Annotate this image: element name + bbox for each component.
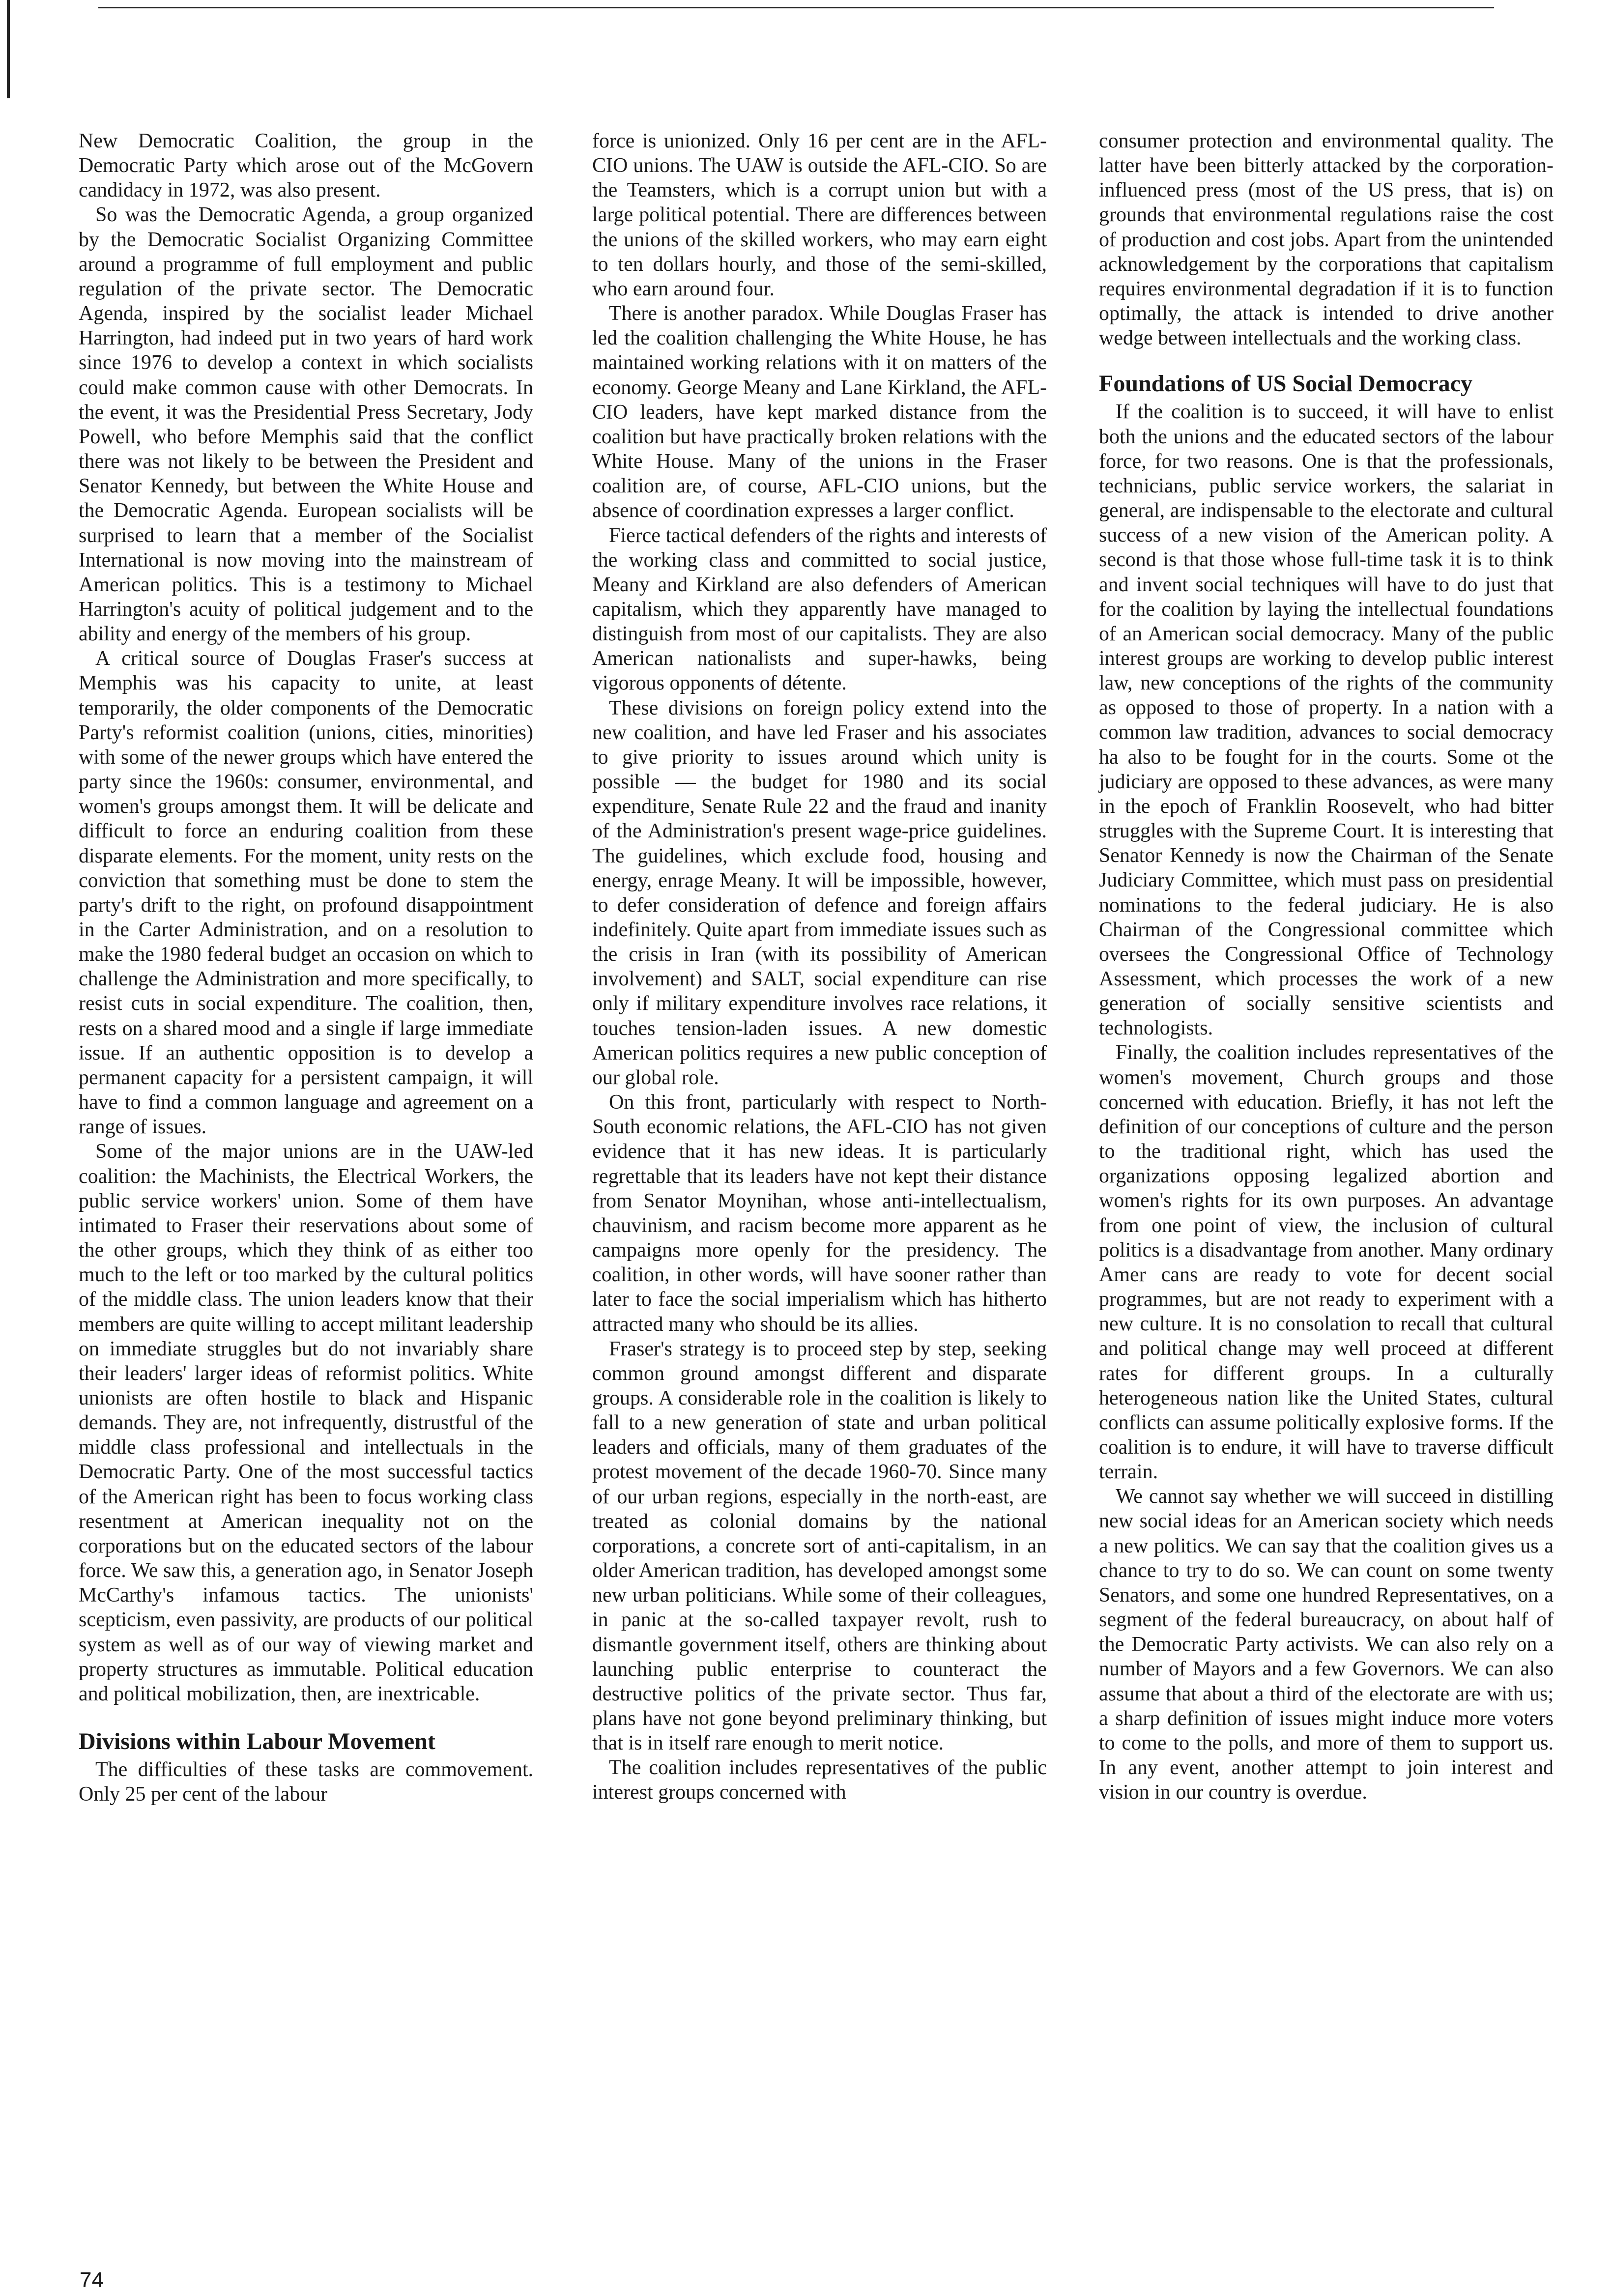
paragraph: These divisions on foreign policy extend into the new coalition, and have led Fraser and his associates to give priority to issues around which unity is possible — the budget for 1980 and its social expenditure, Senate Rule 22 and the fraud and inanity of the Administration's present wage-price guidelines. The guidelines, which exclude food, housing and energy, enrage Meany. It will be impossible, however, to defer consideration of defence and foreign affairs indefinitely. Quite apart from immediate issues such as the crisis in Iran (with its possibility of American involvement) and SALT, social expenditure can rise only if military expenditure involves race relations, it touches tension-laden issues. A new domestic American politics requires a new public conception of our global role. (592, 696, 1047, 1089)
paragraph: New Democratic Coalition, the group in the Democratic Party which arose out of the McGovern candidacy in 1972, was also present. (79, 130, 533, 202)
paragraph: consumer protection and environmental quality. The latter have been bitterly attacked by the corporation-influenced press (most of the US press, that is) on grounds that environmental regulations raise the cost of production and cost jobs. Apart from the unintended acknowledgement by the corporations that capitalism requires environmental degradation if it is to function optimally, the attack is intended to drive another wedge between intellectuals and the working class. (1099, 130, 1554, 350)
paragraph: Some of the major unions are in the UAW-led coalition: the Machinists, the Electrical Workers, the public service workers' union. Some of them have intimated to Fraser their reservations about some of the other groups, which they think of as either too much to the left or too marked by the cultural politics of the middle class. The union leaders know that their members are quite willing to accept militant leadership on immediate struggles but do not invariably share their leaders' larger ideas of reformist politics. White unionists are often hostile to black and Hispanic demands. They are, not infrequently, distrustful of the middle class professional and intellectuals in the Democratic Party. One of the most successful tactics of the American right has been to focus working class resentment at American inequality not on the corporations but on the educated sectors of the labour force. We saw this, a generation ago, in Senator Joseph McCarthy's infamous tactics. The unionists' scepticism, even passivity, are products of our political system as well as of our way of viewing market and property structures as immutable. Political education and political mobilization, then, are inextricable. (79, 1140, 533, 1705)
paragraph: There is another paradox. While Douglas Fraser has led the coalition challenging the White House, he has maintained working relations with it on matters of the economy. George Meany and Lane Kirkland, the AFL-CIO leaders, have kept marked distance from the coalition but have practically broken relations with the White House. Many of the unions in the Fraser coalition are, of course, AFL-CIO unions, but the absence of coordination expresses a larger conflict. (592, 302, 1047, 522)
paragraph: We cannot say whether we will succeed in distilling new social ideas for an American society which needs a new politics. We can say that the coalition gives us a chance to try to do so. We can count on some twenty Senators, and some one hundred Representatives, on a segment of the federal bureaucracy, on about half of the Democratic Party activists. We can also rely on a number of Mayors and a few Governors. We can also assume that about a third of the electorate are with us; a sharp definition of issues might induce more voters to come to the polls, and more of them to support us. In any event, another attempt to join interest and vision in our country is overdue. (1099, 1485, 1554, 1804)
paragraph: The difficulties of these tasks are commovement. Only 25 per cent of the labour (79, 1758, 533, 1806)
column-1 (79, 129, 533, 1807)
paragraph: force is unionized. Only 16 per cent are in the AFL-CIO unions. The UAW is outside the AFL-CIO. So are the Teamsters, which is a corrupt union but with a large political potential. There are differences between the unions of the skilled workers, who may earn eight to ten dollars hourly, and those of the semi-skilled, who earn around four. (592, 130, 1047, 300)
page-edge-mark (7, 0, 10, 98)
paragraph: Fraser's strategy is to proceed step by step, seeking common ground amongst different and disparate groups. A considerable role in the coalition is likely to fall to a new generation of state and urban political leaders and officials, many of them graduates of the protest movement of the decade 1960-70. Since many of our urban regions, especially in the north-east, are treated as colonial domains by the national corporations, a concrete sort of anti-capitalism, in an older American tradition, has developed amongst some new urban politicians. While some of their colleagues, in panic at the so-called taxpayer revolt, rush to dismantle government itself, others are thinking about launching public enterprise to counteract the destructive politics of the private sector. Thus far, plans have not gone beyond preliminary thinking, but that is in itself rare enough to merit notice. (592, 1337, 1047, 1755)
paragraph: Fierce tactical defenders of the rights and interests of the working class and committed to social justice, Meany and Kirkland are also defenders of American capitalism, which they apparently have managed to distinguish from most of our capitalists. They are also American nationalists and super-hawks, being vigorous opponents of détente. (592, 524, 1047, 695)
section-heading: Divisions within Labour Movement (79, 1728, 435, 1754)
paragraph: A critical source of Douglas Fraser's success at Memphis was his capacity to unite, at least temporarily, the older components of the Democratic Party's reformist coalition (unions, cities, minorities) with some of the newer groups which have entered the party since the 1960s: consumer, environmental, and women's groups amongst them. It will be delicate and difficult to force an enduring coalition from these disparate elements. For the moment, unity rests on the conviction that something must be done to stem the party's drift to the right, on profound disappointment in the Carter Administration, and on a resolution to make the 1980 federal budget an occasion on which to challenge the Administration and more specifically, to resist cuts in social expenditure. The coalition, then, rests on a shared mood and a single if large immediate issue. If an authentic opposition is to develop a permanent capacity for a persistent campaign, it will have to find a common language and agreement on a range of issues. (79, 647, 533, 1139)
top-rule (98, 7, 1494, 8)
page-number: 74 (80, 2268, 104, 2292)
paragraph: So was the Democratic Agenda, a group organized by the Democratic Socialist Organizing Committee around a programme of full employment and public regulation of the private sector. The Democratic Agenda, inspired by the socialist leader Michael Harrington, had indeed put in two years of hard work since 1976 to develop a context in which socialists could make common cause with other Democrats. In the event, it was the Presidential Press Secretary, Jody Powell, who before Memphis said that the conflict there was not likely to be between the President and Senator Kennedy, but between the White House and the Democratic Agenda. European socialists will be surprised to learn that a member of the Socialist International is now moving into the mainstream of American politics. This is a testimony to Michael Harrington's acuity of political judgement and to the ability and energy of the members of his group. (79, 203, 533, 646)
paragraph: The coalition includes representatives of the public interest groups concerned with (592, 1756, 1047, 1804)
column-2 (592, 129, 1047, 1805)
column-3 (1099, 129, 1554, 1805)
paragraph: On this front, particularly with respect to North-South economic relations, the AFL-CIO has not given evidence that it has new ideas. It is particularly regrettable that its leaders have not kept their distance from Senator Moynihan, whose anti-intellectualism, chauvinism, and racism become more apparent as he campaigns more openly for the presidency. The coalition, in other words, will have sooner rather than later to face the social imperialism which has hitherto attracted many who should be its allies. (592, 1091, 1047, 1336)
paragraph: If the coalition is to succeed, it will have to enlist both the unions and the educated sectors of the labour force, for two reasons. One is that the professionals, technicians, public service workers, the salariat in general, are indispensable to the electorate and cultural success of a new vision of the American polity. A second is that those whose full-time task it is to think and invent social techniques will have to do just that for the coalition by laying the intellectual foundations of an American social democracy. Many of the public interest groups are working to develop public interest law, new conceptions of the rights of the community as opposed to those of property. In a nation with a common law tradition, advances to social democracy ha also to be fought for in the courts. Some ot the judiciary are opposed to these advances, as were many in the epoch of Franklin Roosevelt, who had bitter struggles with the Supreme Court. It is interesting that Senator Kennedy is now the Chairman of the Senate Judiciary Committee, which must pass on presidential nominations to the federal judiciary. He is also Chairman of the Congressional committee which oversees the Congressional Office of Technology Assessment, which processes the work of a new generation of socially sensitive scientists and technologists. (1099, 401, 1554, 1040)
section-heading: Foundations of US Social Democracy (1099, 371, 1472, 397)
paragraph: Finally, the coalition includes representatives of the women's movement, Church groups and those concerned with education. Briefly, it has not left the definition of our conceptions of culture and the person to the traditional right, which has used the organizations opposing legalized abortion and women's rights for its own purposes. An advantage from one point of view, the inclusion of cultural politics is a disadvantage from another. Many ordinary Amer cans are ready to vote for decent social programmes, but are not ready to experiment with a new culture. It is no consolation to recall that cultural and political change may well proceed at different rates for different groups. In a culturally heterogeneous nation like the United States, cultural conflicts can assume politically explosive forms. If the coalition is to endure, it will have to traverse difficult terrain. (1099, 1041, 1554, 1484)
